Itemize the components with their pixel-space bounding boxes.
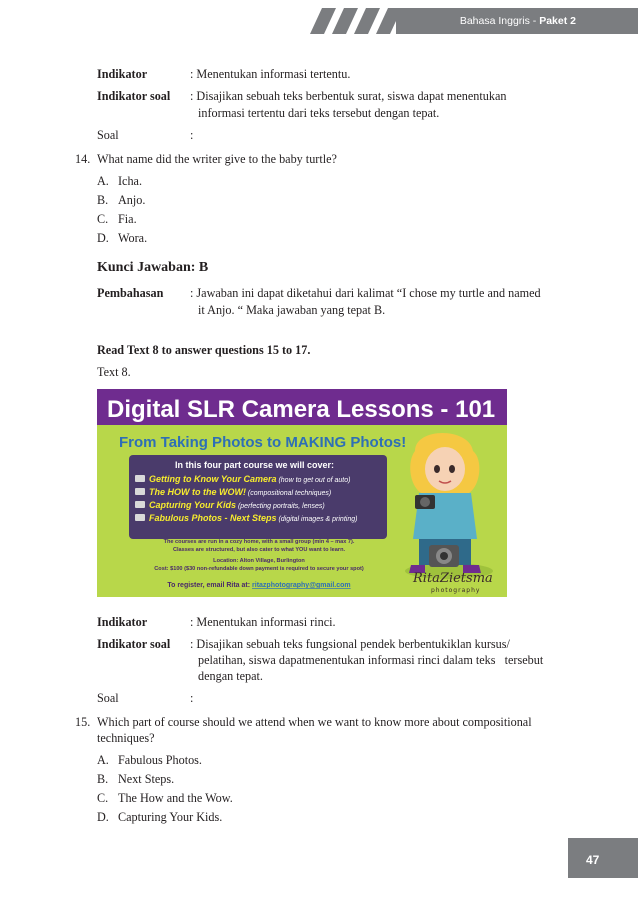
course-item-1-note: (how to get out of auto) — [276, 477, 351, 484]
course-item-4: Fabulous Photos - Next Steps — [149, 513, 277, 523]
option-text: Fabulous Photos. — [118, 753, 202, 767]
pembahasan-label: Pembahasan — [97, 286, 164, 300]
indikator-soal-line-2: informasi tertentu dari teks tersebut dengan tepat. — [198, 106, 440, 120]
indikator-label: Indikator — [97, 67, 148, 81]
header-subject: Bahasa Inggris - — [459, 15, 540, 27]
question-text: What name did the writer give to the baby turtle? — [97, 152, 337, 166]
option-text: Anjo. — [118, 193, 146, 207]
soal-label: Soal — [97, 128, 119, 142]
course-item-2-note: (compositional techniques) — [245, 490, 332, 497]
option-text: Wora. — [118, 231, 148, 245]
option-letter: D. — [97, 810, 109, 824]
question-number: 14. — [75, 152, 91, 166]
indikator-soal-line-2: pelatihan, siswa dapatmenentukan informasi rinci dalam teks tersebut — [198, 653, 544, 667]
option-letter: C. — [97, 212, 109, 226]
question-number: 15. — [75, 715, 91, 729]
running-header — [460, 14, 576, 28]
poster-subtitle: From Taking Photos to MAKING Photos! — [119, 434, 407, 451]
poster-intro: In this four part course we will cover: — [175, 460, 335, 470]
option-text: The How and the Wow. — [118, 791, 233, 805]
indikator-soal-line-1: : Disajikan sebuah teks berbentuk surat, siswa dapat menentukan — [190, 89, 507, 103]
course-item-2: The HOW to the WOW! — [149, 487, 246, 497]
option-text: Next Steps. — [118, 772, 175, 786]
camera-icon — [135, 475, 145, 482]
camera-icon — [135, 501, 145, 508]
logo-name: RitaZietsma — [413, 571, 493, 586]
reading-instruction: Read Text 8 to answer questions 15 to 17. — [97, 343, 311, 357]
page-number: 47 — [586, 853, 600, 867]
camera-icon — [135, 514, 145, 521]
indikator-soal-label: Indikator soal — [97, 637, 171, 651]
poster-info-1: The courses are run in a cozy home, with a small group (min 4 – max 7). — [163, 539, 355, 545]
poster-title: Digital SLR Camera Lessons - 101 — [107, 396, 496, 423]
course-item-3: Capturing Your Kids — [149, 500, 237, 510]
option-text: Capturing Your Kids. — [118, 810, 223, 824]
soal-colon: : — [190, 691, 194, 705]
course-item-1: Getting to Know Your Camera — [149, 474, 277, 484]
option-text: Fia. — [118, 212, 137, 226]
indikator-value: : Menentukan informasi rinci. — [190, 615, 336, 629]
option-letter: C. — [97, 791, 109, 805]
option-text: Icha. — [118, 174, 143, 188]
question-text-line-1: Which part of course should we attend when we want to know more about compositional — [97, 715, 532, 729]
indikator-soal-line-1: : Disajikan sebuah teks fungsional pendek berbentukiklan kursus/ — [190, 637, 510, 651]
header-stripes — [296, 8, 406, 34]
logo-sub: photography — [431, 587, 481, 594]
option-letter: A. — [97, 753, 109, 767]
svg-text:To register, email Rita at: ri — [167, 582, 350, 589]
poster-register: To register, email Rita at: — [167, 582, 253, 589]
option-letter: B. — [97, 193, 109, 207]
course-item-3-note: (perfecting portraits, lenses) — [236, 503, 325, 510]
indikator-soal-line-3: dengan tepat. — [198, 669, 263, 683]
camera-icon — [135, 488, 145, 495]
poster-info-2: Classes are structured, but also cater to what YOU want to learn. — [172, 547, 346, 553]
pembahasan-line-1: : Jawaban ini dapat diketahui dari kalimat “I chose my turtle and named — [190, 286, 541, 300]
poster-cost: Cost: $100 ($30 non-refundable down payment is required to secure your spot) — [154, 566, 364, 572]
header-package: Paket 2 — [539, 15, 576, 27]
poster-location: Location: Alton Village, Burlington — [213, 558, 305, 564]
option-letter: A. — [97, 174, 109, 188]
text-label: Text 8. — [97, 365, 131, 379]
answer-key: Kunci Jawaban: B — [97, 260, 209, 275]
indikator-value: : Menentukan informasi tertentu. — [190, 67, 351, 81]
pembahasan-line-2: it Anjo. “ Maka jawaban yang tepat B. — [198, 303, 386, 317]
page-number-box — [568, 838, 638, 878]
course-item-4-note: (digital images & printing) — [276, 516, 358, 523]
poster-email: ritazphotography@gmail.com — [252, 582, 351, 589]
soal-label: Soal — [97, 691, 119, 705]
indikator-soal-label: Indikator soal — [97, 89, 171, 103]
question-text-line-2: techniques? — [97, 731, 155, 745]
option-letter: B. — [97, 772, 109, 786]
camera-lessons-poster — [97, 389, 507, 597]
soal-colon: : — [190, 128, 194, 142]
indikator-label: Indikator — [97, 615, 148, 629]
option-letter: D. — [97, 231, 109, 245]
